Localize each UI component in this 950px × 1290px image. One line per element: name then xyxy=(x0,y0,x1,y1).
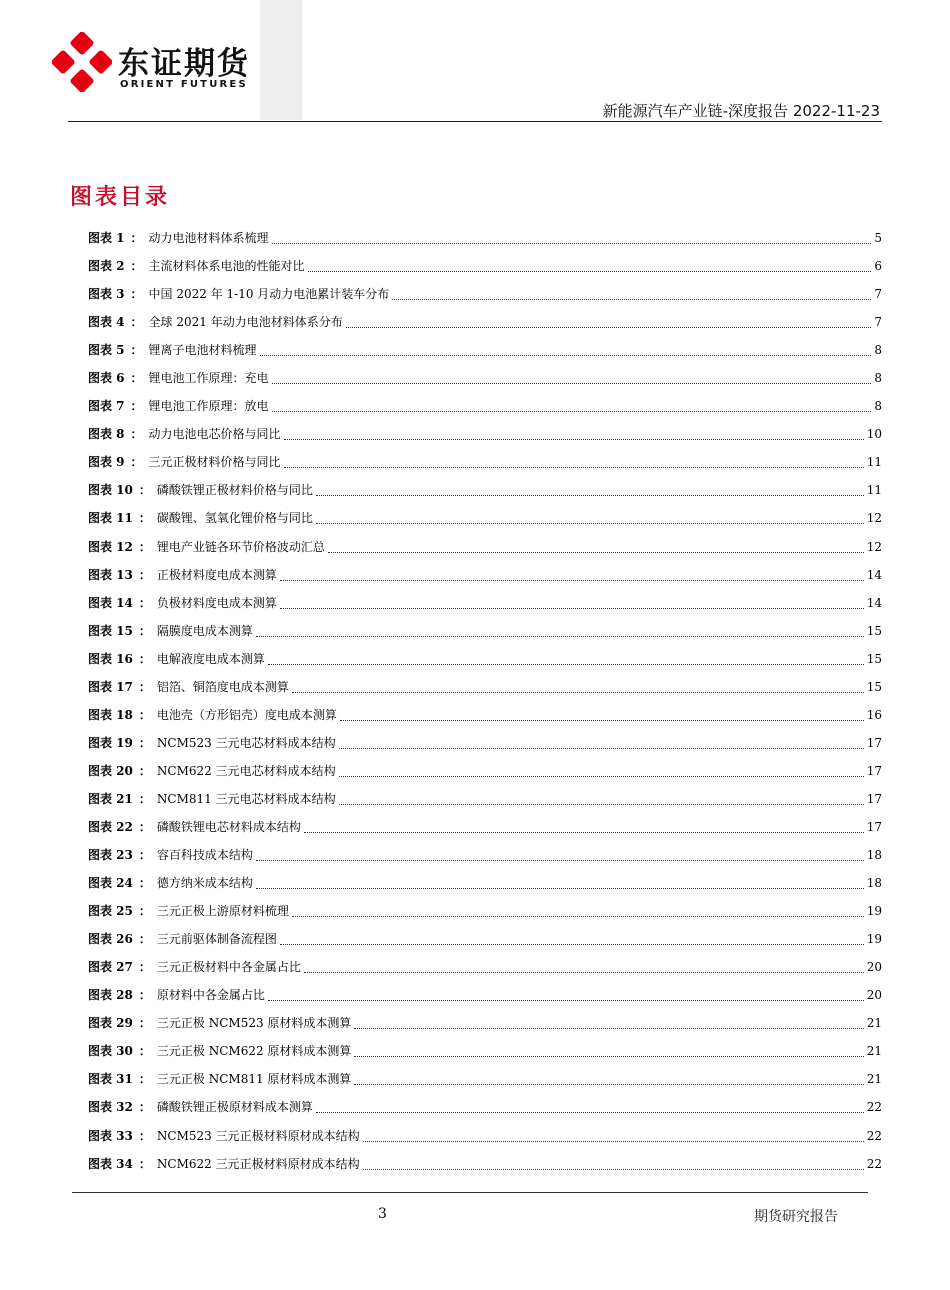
toc-entry-title: 负极材料度电成本测算 xyxy=(156,595,277,610)
toc-dot-leader xyxy=(280,607,864,609)
toc-dot-leader xyxy=(256,887,864,889)
toc-entry[interactable] xyxy=(88,504,882,532)
toc-entry-page: 17 xyxy=(866,791,882,806)
toc-entry-title: 锂电产业链各环节价格波动汇总 xyxy=(156,539,325,554)
toc-entry-title: 磷酸铁锂电芯材料成本结构 xyxy=(156,820,301,834)
toc-entry-label: 图表 2 xyxy=(88,259,125,274)
toc-entry-title: 三元正极材料价格与同比 xyxy=(148,455,281,470)
toc-dot-leader xyxy=(354,1055,863,1057)
toc-entry-label: 图表 34 xyxy=(88,1156,133,1171)
toc-entry-label: 图表 28 xyxy=(88,988,133,1003)
toc-entry-page: 22 xyxy=(866,1156,882,1171)
toc-entry-label: 图表 30 xyxy=(88,1044,133,1059)
toc-entry[interactable] xyxy=(88,252,882,280)
toc-dot-leader xyxy=(339,803,864,805)
toc-entry[interactable] xyxy=(88,673,882,701)
toc-entry[interactable] xyxy=(88,561,882,589)
toc-entry-title: 碳酸锂、氢氧化锂价格与同比 xyxy=(156,511,313,526)
toc-entry-label: 图表 15 xyxy=(88,623,133,638)
toc-entry-label: 图表 31 xyxy=(88,1072,133,1087)
toc-dot-leader xyxy=(339,775,864,777)
toc-entry-label: 图表 10 xyxy=(88,483,133,498)
toc-dot-leader xyxy=(260,354,872,356)
toc-entry-label: 图表 16 xyxy=(88,651,133,666)
toc-entry-page: 15 xyxy=(866,679,882,694)
toc-entry[interactable] xyxy=(88,1037,882,1065)
toc-entry-label: 图表 5 xyxy=(88,343,125,358)
toc-entry-title: 原材料中各金属占比 xyxy=(156,988,265,1003)
toc-entry-title: 锂电池工作原理：放电 xyxy=(148,399,269,414)
toc-entry-page: 15 xyxy=(866,623,882,638)
toc-entry-page: 19 xyxy=(866,932,882,947)
toc-entry-page: 11 xyxy=(866,455,882,470)
toc-entry-title: NCM811 三元电芯材料成本结构 xyxy=(156,791,336,806)
toc-entry-title: 磷酸铁锂正极材料价格与同比 xyxy=(156,483,313,498)
toc-entry-label: 图表 14 xyxy=(88,595,133,610)
toc-entry-title: 动力电池材料体系梳理 xyxy=(148,231,269,246)
toc-entry-page: 20 xyxy=(866,988,882,1003)
toc-entry-separator: ： xyxy=(138,735,151,750)
toc-entry-title: NCM622 三元正极材料原材成本结构 xyxy=(156,1156,360,1171)
toc-entry[interactable] xyxy=(88,589,882,617)
toc-entry-label: 图表 33 xyxy=(88,1128,133,1143)
toc-dot-leader xyxy=(339,747,864,749)
toc-entry[interactable] xyxy=(88,308,882,336)
toc-entry[interactable] xyxy=(88,364,882,392)
toc-entry-title: 电池壳（方形铝壳）度电成本测算 xyxy=(156,707,337,722)
toc-entry-separator: ： xyxy=(138,820,151,834)
toc-entry-label: 图表 21 xyxy=(88,791,133,806)
header-divider xyxy=(68,121,882,122)
toc-entry-separator: ： xyxy=(138,623,151,638)
toc-entry-label: 图表 7 xyxy=(88,399,125,414)
toc-entry-title: 动力电池电芯价格与同比 xyxy=(148,427,281,442)
toc-entry-page: 7 xyxy=(874,315,882,330)
toc-entry[interactable] xyxy=(88,1150,882,1178)
toc-entry-label: 图表 9 xyxy=(88,455,125,470)
toc-entry[interactable] xyxy=(88,280,882,308)
toc-entry-label: 图表 24 xyxy=(88,876,133,891)
toc-entry[interactable] xyxy=(88,448,882,476)
toc-entry-label: 图表 17 xyxy=(88,679,133,694)
footer-divider xyxy=(72,1192,868,1193)
toc-entry-page: 11 xyxy=(866,483,882,498)
logo-name-en: ORIENT FUTURES xyxy=(120,79,248,90)
toc-dot-leader xyxy=(340,719,864,721)
toc-entry-separator: ： xyxy=(138,679,151,694)
toc-entry[interactable] xyxy=(88,1065,882,1093)
toc-dot-leader xyxy=(354,1027,863,1029)
toc-dot-leader xyxy=(292,691,864,693)
toc-dot-leader xyxy=(268,663,864,665)
toc-entry-page: 8 xyxy=(874,399,882,414)
toc-heading: 图表目录 xyxy=(70,185,171,210)
toc-entry[interactable] xyxy=(88,729,882,757)
toc-entry-separator: ： xyxy=(130,427,143,442)
header-gray-band xyxy=(260,0,302,120)
toc-entry[interactable] xyxy=(88,533,882,561)
toc-dot-leader xyxy=(280,579,864,581)
toc-entry-title: 电解液度电成本测算 xyxy=(156,651,265,666)
toc-entry-title: 三元正极 NCM622 原材料成本测算 xyxy=(156,1044,352,1059)
footer-report-label: 期货研究报告 xyxy=(754,1209,838,1225)
toc-entry[interactable] xyxy=(88,757,882,785)
toc-dot-leader xyxy=(316,522,864,524)
toc-entry-page: 6 xyxy=(874,259,882,274)
toc-entry[interactable] xyxy=(88,617,882,645)
toc-entry-label: 图表 19 xyxy=(88,735,133,750)
toc-entry-label: 图表 29 xyxy=(88,1016,133,1031)
toc-entry-title: 正极材料度电成本测算 xyxy=(156,567,277,582)
toc-dot-leader xyxy=(272,242,872,244)
toc-entry-separator: ： xyxy=(138,904,151,919)
toc-dot-leader xyxy=(304,831,864,833)
toc-entry-separator: ： xyxy=(138,791,151,806)
toc-entry-title: 容百科技成本结构 xyxy=(156,848,253,863)
toc-entry-separator: ： xyxy=(138,567,151,582)
company-logo xyxy=(52,32,262,98)
toc-entry-title: 三元正极 NCM811 原材料成本测算 xyxy=(156,1072,352,1087)
toc-entry-page: 17 xyxy=(866,820,882,834)
toc-dot-leader xyxy=(268,999,864,1001)
toc-entry[interactable] xyxy=(88,785,882,813)
toc-entry-label: 图表 13 xyxy=(88,567,133,582)
toc-dot-leader xyxy=(284,466,864,468)
toc-entry-title: 三元前驱体制备流程图 xyxy=(156,932,277,947)
toc-entry-page: 18 xyxy=(866,876,882,891)
toc-dot-leader xyxy=(392,298,871,300)
toc-entry-title: 中国 2022 年 1-10 月动力电池累计装车分布 xyxy=(148,287,390,302)
toc-entry-separator: ： xyxy=(138,707,151,722)
toc-entry-page: 18 xyxy=(866,848,882,863)
toc-dot-leader xyxy=(256,859,864,861)
toc-entry-page: 16 xyxy=(866,707,882,722)
toc-entry-page: 20 xyxy=(866,960,882,975)
toc-entry-separator: ： xyxy=(130,315,143,330)
toc-entry-page: 8 xyxy=(874,371,882,386)
toc-entry-separator: ： xyxy=(138,595,151,610)
toc-entry[interactable] xyxy=(88,645,882,673)
toc-entry-separator: ： xyxy=(138,1044,151,1059)
toc-entry-separator: ： xyxy=(138,1128,151,1143)
toc-entry[interactable] xyxy=(88,336,882,364)
report-header-title: 新能源汽车产业链-深度报告 2022-11-23 xyxy=(602,102,880,120)
toc-entry-page: 19 xyxy=(866,904,882,919)
toc-dot-leader xyxy=(328,551,864,553)
toc-entry-label: 图表 18 xyxy=(88,707,133,722)
toc-entry-page: 22 xyxy=(866,1100,882,1115)
toc-entry-separator: ： xyxy=(138,483,151,498)
footer-page-number: 3 xyxy=(378,1206,387,1222)
toc-entry-page: 22 xyxy=(866,1128,882,1143)
toc-entry-title: 德方纳米成本结构 xyxy=(156,876,253,891)
toc-entry[interactable] xyxy=(88,925,882,953)
toc-dot-leader xyxy=(316,494,864,496)
toc-entry[interactable] xyxy=(88,1122,882,1150)
toc-dot-leader xyxy=(346,326,872,328)
toc-entry-separator: ： xyxy=(130,455,143,470)
toc-entry-page: 8 xyxy=(874,343,882,358)
toc-entry-separator: ： xyxy=(138,1156,151,1171)
toc-entry[interactable] xyxy=(88,869,882,897)
toc-dot-leader xyxy=(284,438,864,440)
toc-entry-separator: ： xyxy=(138,988,151,1003)
toc-entry-page: 7 xyxy=(874,287,882,302)
toc-entry-separator: ： xyxy=(138,763,151,778)
toc-entry[interactable] xyxy=(88,981,882,1009)
toc-entry-page: 15 xyxy=(866,651,882,666)
toc-entry[interactable] xyxy=(88,701,882,729)
toc-entry-label: 图表 32 xyxy=(88,1100,133,1115)
toc-entry-label: 图表 25 xyxy=(88,904,133,919)
toc-dot-leader xyxy=(354,1083,863,1085)
toc-entry-separator: ： xyxy=(138,960,151,975)
toc-entry[interactable] xyxy=(88,224,882,252)
toc-dot-leader xyxy=(308,270,872,272)
toc-entry-separator: ： xyxy=(138,1100,151,1115)
toc-entry-separator: ： xyxy=(138,539,151,554)
toc-entry-label: 图表 12 xyxy=(88,539,133,554)
toc-entry-label: 图表 1 xyxy=(88,231,125,246)
toc-entry-title: 全球 2021 年动力电池材料体系分布 xyxy=(148,315,343,330)
toc-list xyxy=(88,224,882,1178)
toc-entry-separator: ： xyxy=(130,287,143,302)
toc-entry-separator: ： xyxy=(130,343,143,358)
toc-dot-leader xyxy=(292,915,864,917)
toc-dot-leader xyxy=(363,1140,864,1142)
toc-entry-title: 三元正极材料中各金属占比 xyxy=(156,960,301,975)
toc-entry-title: 三元正极上游原材料梳理 xyxy=(156,904,289,919)
logo-name-cn: 东证期货 xyxy=(118,46,250,82)
toc-entry-page: 10 xyxy=(866,427,882,442)
toc-entry-label: 图表 11 xyxy=(88,511,133,526)
toc-entry-separator: ： xyxy=(138,848,151,863)
toc-entry-page: 21 xyxy=(866,1044,882,1059)
toc-entry-title: 主流材料体系电池的性能对比 xyxy=(148,259,305,274)
toc-entry-label: 图表 20 xyxy=(88,763,133,778)
toc-entry-separator: ： xyxy=(138,1072,151,1087)
toc-entry[interactable] xyxy=(88,813,882,841)
toc-entry-label: 图表 22 xyxy=(88,820,133,834)
toc-entry-label: 图表 4 xyxy=(88,315,125,330)
toc-entry-page: 14 xyxy=(866,595,882,610)
toc-entry[interactable] xyxy=(88,1009,882,1037)
toc-entry-page: 12 xyxy=(866,511,882,526)
toc-entry-title: NCM523 三元电芯材料成本结构 xyxy=(156,735,336,750)
toc-dot-leader xyxy=(316,1111,864,1113)
toc-dot-leader xyxy=(256,635,864,637)
toc-entry-separator: ： xyxy=(130,231,143,246)
toc-entry-title: NCM523 三元正极材料原材成本结构 xyxy=(156,1128,360,1143)
toc-entry-label: 图表 6 xyxy=(88,371,125,386)
toc-entry-page: 17 xyxy=(866,735,882,750)
toc-entry[interactable] xyxy=(88,897,882,925)
toc-entry[interactable] xyxy=(88,841,882,869)
toc-entry-separator: ： xyxy=(138,876,151,891)
toc-entry-separator: ： xyxy=(138,932,151,947)
toc-entry-label: 图表 3 xyxy=(88,287,125,302)
toc-entry-separator: ： xyxy=(130,399,143,414)
toc-entry-separator: ： xyxy=(138,1016,151,1031)
toc-entry-page: 12 xyxy=(866,539,882,554)
toc-entry-label: 图表 23 xyxy=(88,848,133,863)
toc-entry-label: 图表 27 xyxy=(88,960,133,975)
toc-entry-title: 锂电池工作原理：充电 xyxy=(148,371,269,386)
toc-entry-page: 21 xyxy=(866,1072,882,1087)
toc-entry-label: 图表 8 xyxy=(88,427,125,442)
toc-entry-page: 14 xyxy=(866,567,882,582)
toc-entry-label: 图表 26 xyxy=(88,932,133,947)
toc-entry-title: NCM622 三元电芯材料成本结构 xyxy=(156,763,336,778)
toc-entry-separator: ： xyxy=(130,259,143,274)
toc-entry-title: 锂离子电池材料梳理 xyxy=(148,343,257,358)
toc-entry-title: 三元正极 NCM523 原材料成本测算 xyxy=(156,1016,352,1031)
orient-futures-logo-icon xyxy=(52,32,112,92)
toc-dot-leader xyxy=(272,410,872,412)
toc-dot-leader xyxy=(363,1168,864,1170)
toc-dot-leader xyxy=(272,382,872,384)
toc-entry-separator: ： xyxy=(138,651,151,666)
toc-entry[interactable] xyxy=(88,1093,882,1121)
toc-entry[interactable] xyxy=(88,476,882,504)
toc-entry-title: 磷酸铁锂正极原材料成本测算 xyxy=(156,1100,313,1115)
toc-entry[interactable] xyxy=(88,420,882,448)
toc-entry-title: 铝箔、铜箔度电成本测算 xyxy=(156,679,289,694)
toc-entry[interactable] xyxy=(88,392,882,420)
toc-entry-separator: ： xyxy=(130,371,143,386)
toc-entry[interactable] xyxy=(88,953,882,981)
toc-entry-page: 17 xyxy=(866,763,882,778)
toc-dot-leader xyxy=(280,943,864,945)
toc-dot-leader xyxy=(304,971,864,973)
toc-entry-page: 21 xyxy=(866,1016,882,1031)
toc-entry-page: 5 xyxy=(874,231,882,246)
toc-entry-title: 隔膜度电成本测算 xyxy=(156,623,253,638)
toc-entry-separator: ： xyxy=(138,511,151,526)
